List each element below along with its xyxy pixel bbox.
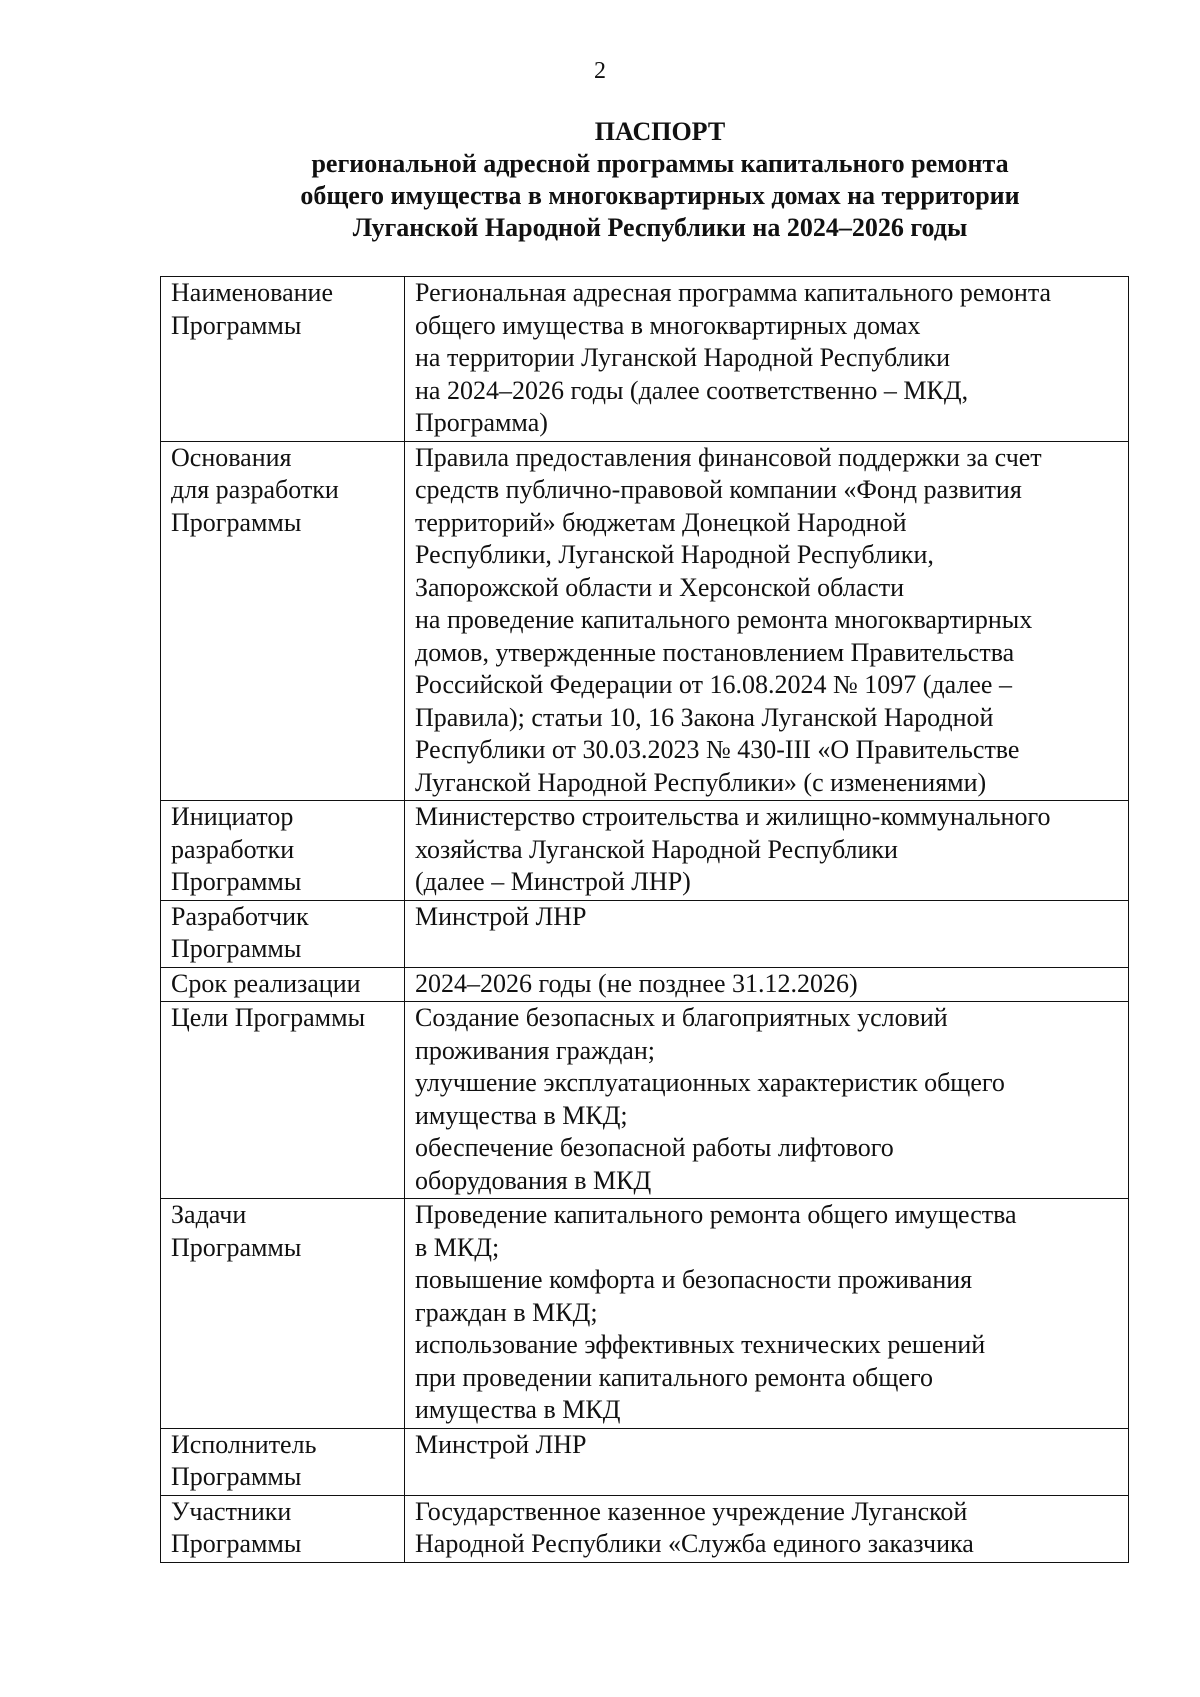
row-label-line: Программы: [171, 310, 302, 340]
row-value-line: 2024–2026 годы (не позднее 31.12.2026): [415, 968, 858, 998]
row-value-line: граждан в МКД;: [415, 1297, 598, 1327]
row-value-cell: [405, 441, 1129, 801]
row-label-line: Наименование: [171, 278, 333, 307]
document-title: [150, 116, 1170, 244]
row-value-line: Минстрой ЛНР: [415, 1429, 587, 1459]
row-value-cell: [405, 1199, 1129, 1429]
row-value-line: Республики от 30.03.2023 № 430-III «О Правительстве: [415, 735, 1020, 764]
row-value-cell: [405, 1002, 1129, 1199]
row-value-line: общего имущества в многоквартирных домах: [415, 310, 921, 340]
row-value-line: Правила); статьи 10, 16 Закона Луганской Народной: [415, 702, 994, 732]
row-value-line: на проведение капитального ремонта многоквартирных: [415, 605, 1033, 634]
row-label-line: Задачи: [171, 1200, 247, 1229]
row-value-line: Республики, Луганской Народной Республики,: [415, 540, 934, 569]
row-label-line: Программы: [171, 1529, 302, 1558]
table-row: [161, 1002, 1129, 1199]
row-value-line: Правила предоставления финансовой поддержки за счет: [415, 442, 1042, 472]
row-label-line: Программы: [171, 867, 302, 896]
row-label-cell: [161, 1199, 405, 1429]
row-value-line: Луганской Народной Республики» (с изменениями): [415, 767, 987, 797]
row-value-line: имущества в МКД: [415, 1395, 621, 1424]
row-label-cell: [161, 277, 405, 442]
row-value-line: проживания граждан;: [415, 1035, 655, 1065]
row-value-line: использование эффективных технических решений: [415, 1330, 986, 1359]
row-label-cell: [161, 900, 405, 967]
row-value-line: Государственное казенное учреждение Луганской: [415, 1496, 968, 1526]
row-label-line: Программы: [171, 934, 302, 963]
table-row: [161, 441, 1129, 801]
row-value-line: домов, утвержденные постановлением Правительства: [415, 637, 1015, 667]
table-row: [161, 1428, 1129, 1495]
row-value-line: Министерство строительства и жилищно-коммунального: [415, 802, 1051, 831]
table-row: [161, 277, 1129, 442]
row-label-line: Цели Программы: [171, 1003, 366, 1032]
row-value-line: средств публично-правовой компании «Фонд развития: [415, 475, 1022, 504]
row-label-line: Исполнитель: [171, 1429, 317, 1459]
row-label-cell: [161, 1428, 405, 1495]
row-label-line: Программы: [171, 1462, 302, 1491]
row-label-line: Программы: [171, 1232, 302, 1262]
row-label-line: Участники: [171, 1496, 292, 1526]
row-value-line: хозяйства Луганской Народной Республики: [415, 834, 898, 864]
row-label-line: Разработчик: [171, 901, 309, 931]
row-value-cell: [405, 801, 1129, 901]
row-value-line: обеспечение безопасной работы лифтового: [415, 1133, 894, 1162]
row-label-line: Срок реализации: [171, 968, 361, 998]
row-label-cell: [161, 1495, 405, 1562]
row-value-line: Программа): [415, 408, 548, 437]
page-number: 2: [594, 58, 606, 84]
row-label-line: Основания: [171, 442, 292, 472]
row-value-line: на 2024–2026 годы (далее соответственно – МКД,: [415, 375, 969, 405]
row-label-cell: [161, 801, 405, 901]
table-row: [161, 801, 1129, 901]
row-value-cell: [405, 900, 1129, 967]
row-value-line: повышение комфорта и безопасности проживания: [415, 1265, 973, 1294]
row-value-line: на территории Луганской Народной Республики: [415, 343, 951, 372]
row-value-line: при проведении капитального ремонта общего: [415, 1362, 933, 1392]
row-label-cell: [161, 441, 405, 801]
title-line: общего имущества в многоквартирных домах на территории: [300, 181, 1020, 210]
row-label-cell: [161, 967, 405, 1002]
table-row: [161, 900, 1129, 967]
row-value-cell: [405, 277, 1129, 442]
row-value-line: в МКД;: [415, 1232, 500, 1262]
row-value-line: Минстрой ЛНР: [415, 901, 587, 931]
table-row: [161, 967, 1129, 1002]
passport-table: [160, 276, 1129, 1563]
row-value-line: Проведение капитального ремонта общего имущества: [415, 1200, 1017, 1229]
row-label-cell: [161, 1002, 405, 1199]
row-value-cell: [405, 1428, 1129, 1495]
table-row: [161, 1495, 1129, 1562]
row-value-line: Запорожской области и Херсонской области: [415, 572, 905, 602]
row-value-line: территорий» бюджетам Донецкой Народной: [415, 507, 907, 537]
row-label-line: разработки: [171, 834, 295, 864]
row-label-line: Программы: [171, 507, 302, 537]
row-value-line: оборудования в МКД: [415, 1165, 652, 1195]
row-label-line: для разработки: [171, 475, 339, 504]
title-line: Луганской Народной Республики на 2024–2026 годы: [352, 213, 968, 242]
title-line: региональной адресной программы капитального ремонта: [311, 149, 1009, 178]
row-value-cell: [405, 967, 1129, 1002]
row-value-line: Народной Республики «Служба единого заказчика: [415, 1529, 974, 1558]
row-value-line: Региональная адресная программа капитального ремонта: [415, 278, 1052, 307]
row-value-line: Российской Федерации от 16.08.2024 № 1097 (далее –: [415, 670, 1012, 699]
row-value-line: имущества в МКД;: [415, 1100, 628, 1130]
title-heading: ПАСПОРТ: [594, 117, 726, 146]
row-value-cell: [405, 1495, 1129, 1562]
row-value-line: (далее – Минстрой ЛНР): [415, 867, 691, 896]
row-label-line: Инициатор: [171, 802, 294, 831]
row-value-line: улучшение эксплуатационных характеристик общего: [415, 1068, 1005, 1097]
row-value-line: Создание безопасных и благоприятных условий: [415, 1003, 948, 1032]
table-row: [161, 1199, 1129, 1429]
